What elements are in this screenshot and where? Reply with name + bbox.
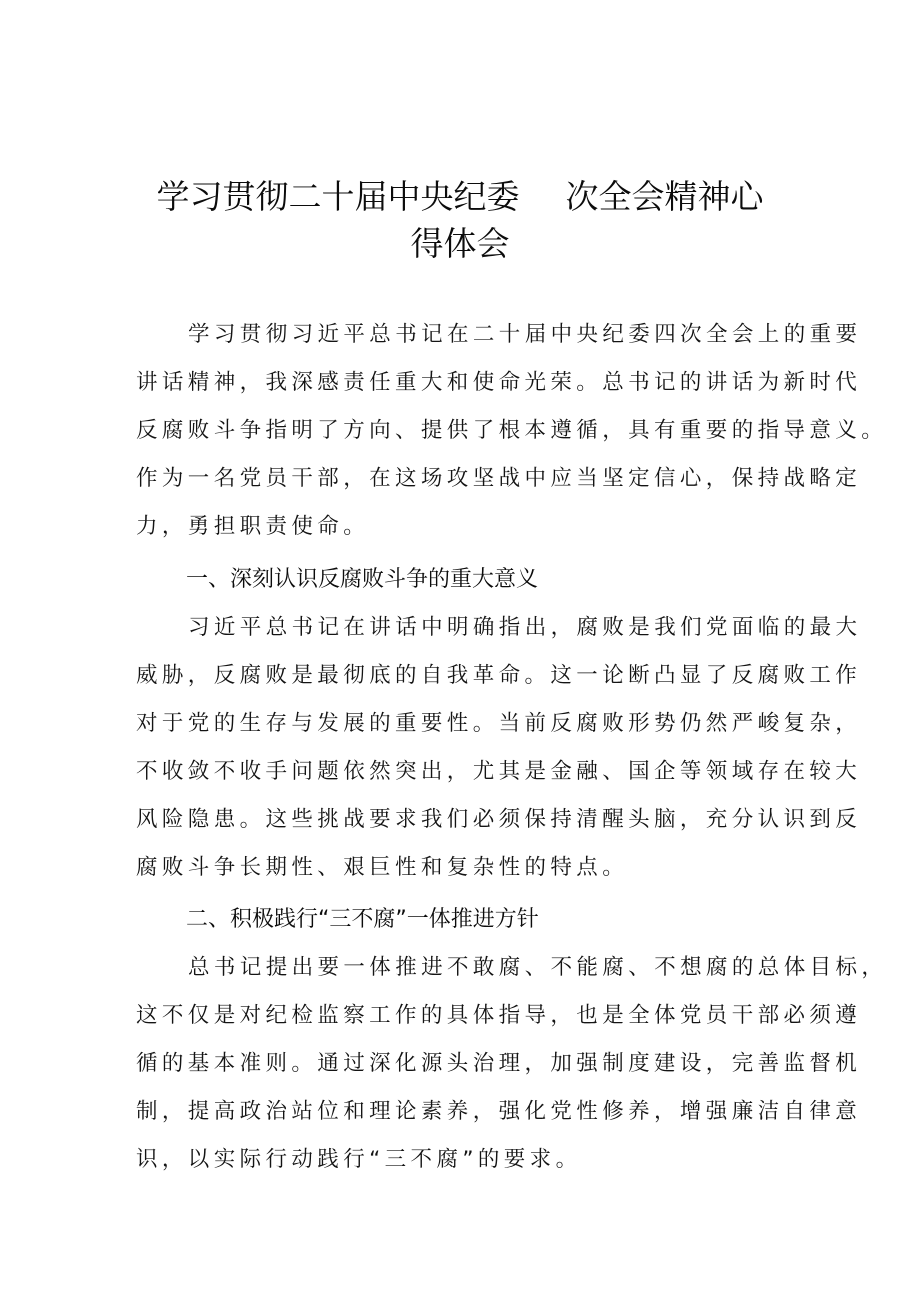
section-2-paragraph (136, 944, 888, 1184)
paragraph-line: 制，提高政治站位和理论素养，强化党性修养，增强廉洁自律意 (136, 1099, 862, 1124)
document-title-line-1 (100, 177, 820, 217)
paragraph-line: 力，勇担职责使命。 (136, 514, 370, 539)
paragraph-line: 腐败斗争长期性、艰巨性和复杂性的特点。 (136, 855, 629, 880)
paragraph-line: 作为一名党员干部，在这场攻坚战中应当坚定信心，保持战略定 (136, 466, 862, 491)
title-part-1: 学习贯彻二十届中央纪委 (156, 177, 520, 216)
section-2-heading: 二、积极践行“三不腐”一体推进方针 (186, 907, 539, 932)
paragraph-line: 风险隐患。这些挑战要求我们必须保持清醒头脑，充分认识到反 (136, 807, 862, 832)
paragraph-line: 循的基本准则。通过深化源头治理，加强制度建设，完善监督机 (136, 1051, 862, 1076)
section-1-heading: 一、深刻认识反腐败斗争的重大意义 (186, 567, 539, 592)
paragraph-line: 学习贯彻习近平总书记在二十届中央纪委四次全会上的重要 (188, 322, 862, 347)
paragraph-line: 对于党的生存与发展的重要性。当前反腐败形势仍然严峻复杂， (136, 711, 862, 736)
paragraph-line: 习近平总书记在讲话中明确指出，腐败是我们党面临的最大 (188, 615, 862, 640)
document-title-line-2: 得体会 (410, 224, 510, 263)
section-1-paragraph (136, 604, 862, 892)
paragraph-line: 讲话精神，我深感责任重大和使命光荣。总书记的讲话为新时代 (136, 370, 862, 395)
title-part-2: 次全会精神心 (565, 177, 764, 216)
paragraph-line: 不收敛不收手问题依然突出，尤其是金融、国企等领域存在较大 (136, 759, 862, 784)
paragraph-line: 这不仅是对纪检监察工作的具体指导，也是全体党员干部必须遵 (136, 1003, 862, 1028)
intro-paragraph (136, 311, 888, 551)
paragraph-line: 反腐败斗争指明了方向、提供了根本遵循，具有重要的指导意义。 (136, 418, 888, 443)
paragraph-line: 总书记提出要一体推进不敢腐、不能腐、不想腐的总体目标， (188, 955, 888, 980)
paragraph-line: 威胁，反腐败是最彻底的自我革命。这一论断凸显了反腐败工作 (136, 663, 862, 688)
paragraph-line: 识，以实际行动践行“三不腐”的要求。 (136, 1147, 582, 1172)
